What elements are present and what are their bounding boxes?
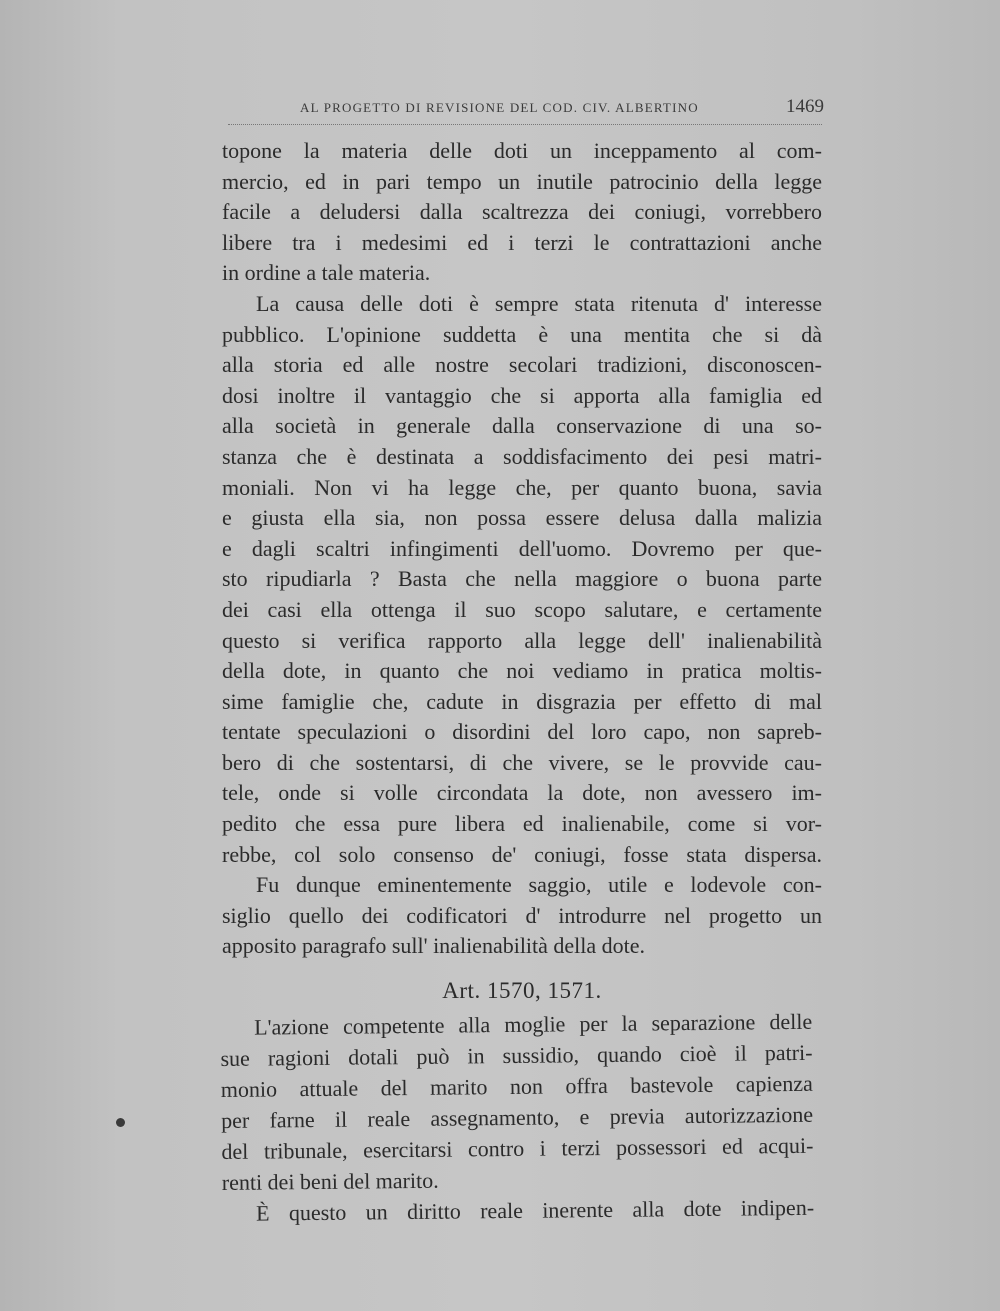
text-line: e giusta ella sia, non possa essere delusa dalla malizia [222,505,822,531]
text-line: per farne il reale assegnamento, e previa autorizzazione [221,1101,814,1133]
ink-speck [116,1118,125,1127]
text-line: in ordine a tale materia. [222,260,431,286]
text-line: stanza che è destinata a soddisfacimento dei pesi matri- [222,443,822,469]
text-line: della dote, in quanto che noi vediamo in pratica moltis- [222,658,822,684]
text-line: alla società in generale dalla conservazione di una so- [222,413,822,439]
text-line: questo si verifica rapporto alla legge dell' inalienabilità [222,627,822,653]
text-line: moniali. Non vi ha legge che, per quanto buona, savia [222,474,822,500]
text-line: pedito che essa pure libera ed inalienabile, come si vor- [222,811,822,837]
text-line: bero di che sostentarsi, di che vivere, se le provvide cau- [222,749,822,775]
text-line: sime famiglie che, cadute in disgrazia per effetto di mal [222,688,822,714]
text-line: libere tra i medesimi ed i terzi le contrattazioni anche [222,229,822,255]
text-line: topone la materia delle doti un inceppamento al com- [222,138,822,163]
running-head: AL PROGETTO DI REVISIONE DEL COD. CIV. ALBERTINO [300,100,699,115]
text-line: siglio quello dei codificatori d' introdurre nel progetto un [222,902,822,928]
text-line: rebbe, col solo consenso de' coniugi, fosse stata dispersa. [222,841,822,867]
header-rule [228,124,822,125]
text-line: e dagli scaltri infingimenti dell'uomo. Dovremo per que- [222,535,822,561]
text-line: Fu dunque eminentemente saggio, utile e lodevole con- [256,872,822,898]
text-line: È questo un diritto reale inerente alla dote indipen- [255,1194,815,1226]
text-line: L'azione competente alla moglie per la separazione delle [254,1008,813,1040]
text-line: pubblico. L'opinione suddetta è una mentita che si dà [222,321,822,347]
paragraph-3 [222,870,822,962]
text-line: del tribunale, esercitarsi contro i terzi possessori ed acqui- [221,1132,814,1164]
paragraph-2 [222,289,822,870]
paragraph-1 [222,136,822,289]
text-line: tentate speculazioni o disordini del loro capo, non sapreb- [222,719,822,745]
text-line: monio attuale del marito non offra bastevole capienza [220,1070,813,1102]
text-line: La causa delle doti è sempre stata ritenuta d' interesse [256,290,822,316]
text-line: apposito paragrafo sull' inalienabilità della dote. [222,933,646,959]
text-line: mercio, ed in pari tempo un inutile patrocinio della legge [222,168,822,194]
article-paragraph-1 [220,1006,814,1198]
main-text [222,136,822,962]
text-line: sue ragioni dotali può in sussidio, quando cioè il patri- [220,1039,813,1071]
text-line: dosi inoltre il vantaggio che si apporta alla famiglia ed [222,382,822,408]
article-heading: Art. 1570, 1571. [442,978,602,1003]
text-line: sto ripudiarla ? Basta che nella maggiore o buona parte [222,566,822,592]
text-line: alla storia ed alle nostre secolari tradizioni, disconoscen- [222,352,822,378]
text-line: facile a deludersi dalla scaltrezza dei coniugi, vorrebbero [222,199,822,225]
text-line: tele, onde si volle circondata la dote, non avessero im- [222,780,822,806]
article-paragraph-2 [222,1192,814,1229]
article-text [220,1006,814,1229]
page-number: 1469 [786,96,824,117]
text-line: renti dei beni del marito. [221,1167,439,1195]
text-line: dei casi ella ottenga il suo scopo salutare, e certamente [222,596,822,622]
page-header [300,96,824,120]
